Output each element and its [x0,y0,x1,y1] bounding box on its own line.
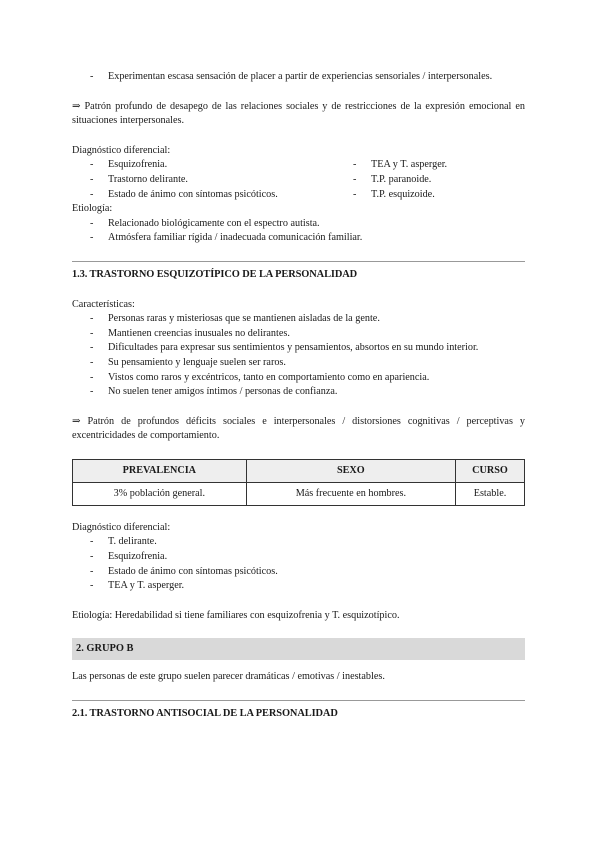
group-intro: Las personas de este grupo suelen parecer dramáticas / emotivas / inestables. [72,671,385,683]
pattern-statement: ⇒ Patrón de profundos déficits sociales e interpersonales / distorsiones cognitivas / perceptivas y excentricidades de comportamiento. [72,415,525,442]
list-item: - Vistos como raros y excéntricos, tanto en comportamiento como en apariencia. [72,371,525,386]
table-header-course: CURSO [456,459,525,482]
list-item: - No suelen tener amigos íntimos / personas de confianza. [72,385,525,400]
differential-diagnosis-label: Diagnóstico diferencial: [72,144,171,156]
differential-diagnosis-right [335,158,525,202]
table-row [73,482,525,505]
differential-diagnosis-label: Diagnóstico diferencial: [72,521,171,533]
list-item: - Estado de ánimo con síntomas psicóticos. [72,565,525,580]
differential-diagnosis-columns [72,158,525,202]
etiology-statement: Etiología: Heredabilidad si tiene familiares con esquizofrenia y T. esquizotípico. [72,609,400,621]
table-cell-sex: Más frecuente en hombres. [246,482,455,505]
list-item: - TEA y T. asperger. [335,158,525,173]
list-item: - Relacionado biológicamente con el espectro autista. [72,217,525,232]
intro-list [72,70,525,85]
list-item: - Mantienen creencias inusuales no delirantes. [72,327,525,342]
list-item: - T. delirante. [72,535,525,550]
document-page [72,70,525,722]
differential-diagnosis-left [72,158,335,202]
table-header-sex: SEXO [246,459,455,482]
etiology-label: Etiología: [72,203,113,215]
section-title: 1.3. TRASTORNO ESQUIZOTÍPICO DE LA PERSONALIDAD [72,268,358,280]
list-item: - Esquizofrenia. [72,550,525,565]
summary-table [72,459,525,506]
section-title: 2.1. TRASTORNO ANTISOCIAL DE LA PERSONALIDAD [72,708,338,720]
table-cell-prevalence: 3% población general. [73,482,247,505]
list-item: - T.P. paranoide. [335,173,525,188]
list-item: - Su pensamiento y lenguaje suelen ser raros. [72,356,525,371]
characteristics-list [72,312,525,400]
list-item: - T.P. esquizoide. [335,188,525,203]
pattern-statement: ⇒ Patrón profundo de desapego de las relaciones sociales y de restricciones de la expresión emocional en situaciones interpersonales. [72,100,525,127]
etiology-list [72,217,525,246]
differential-diagnosis-list [72,535,525,593]
table-header-row [73,459,525,482]
table-header-prevalence: PREVALENCIA [73,459,247,482]
list-item: - Personas raras y misteriosas que se mantienen aisladas de la gente. [72,312,525,327]
list-item: - Esquizofrenia. [72,158,335,173]
list-item: - Experimentan escasa sensación de placer a partir de experiencias sensoriales / interpersonales. [72,70,525,85]
list-item: - Atmósfera familiar rígida / inadecuada comunicación familiar. [72,231,525,246]
list-item: - TEA y T. asperger. [72,579,525,594]
characteristics-label: Características: [72,298,135,310]
list-item: - Estado de ánimo con síntomas psicóticos. [72,188,335,203]
group-heading: 2. GRUPO B [72,638,525,660]
list-item: - Dificultades para expresar sus sentimientos y pensamientos, absortos en su mundo interior. [72,341,525,356]
list-item: - Trastorno delirante. [72,173,335,188]
table-cell-course: Estable. [456,482,525,505]
